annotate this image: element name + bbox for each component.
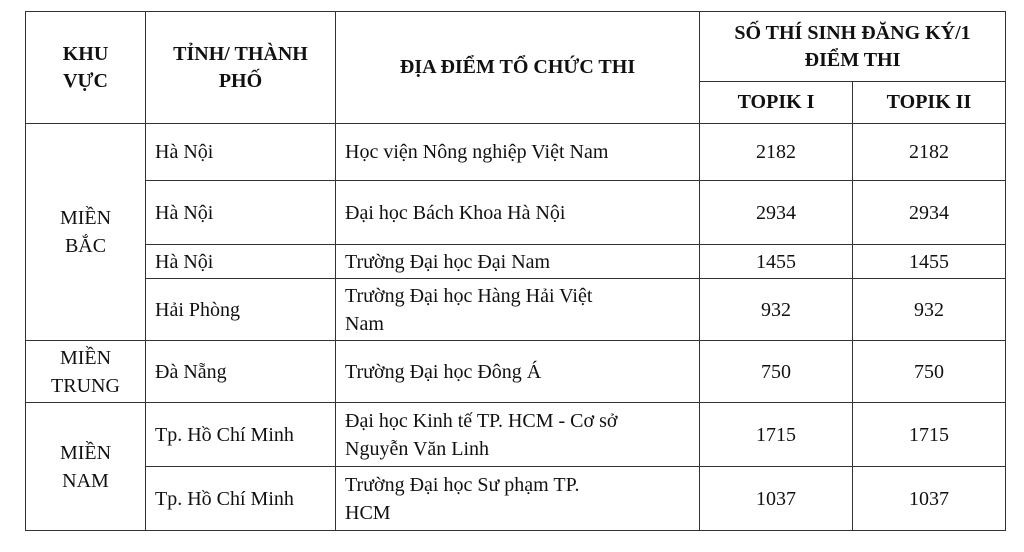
header-topik2: TOPIK II: [853, 82, 1006, 124]
province-cell: Hà Nội: [146, 124, 336, 181]
region-north: MIỀN BẮC: [26, 124, 146, 341]
exam-venue-table: [25, 11, 1006, 531]
venue-cell: Đại học Bách Khoa Hà Nội: [336, 181, 700, 245]
region-central: MIỀN TRUNG: [26, 341, 146, 403]
province-cell: Hà Nội: [146, 181, 336, 245]
topik1-count: 932: [700, 279, 853, 341]
topik1-count: 1715: [700, 403, 853, 467]
province-cell: Hà Nội: [146, 245, 336, 279]
topik2-count: 1037: [853, 467, 1006, 531]
header-registrants: SỐ THÍ SINH ĐĂNG KÝ/1 ĐIỂM THI: [700, 12, 1006, 82]
province-cell: Tp. Hồ Chí Minh: [146, 467, 336, 531]
region-south: MIỀN NAM: [26, 403, 146, 531]
table-row: [26, 403, 1006, 467]
province-cell: Tp. Hồ Chí Minh: [146, 403, 336, 467]
table-row: [26, 341, 1006, 403]
venue-cell: Trường Đại học Đông Á: [336, 341, 700, 403]
province-cell: Hải Phòng: [146, 279, 336, 341]
header-row: [26, 12, 1006, 82]
header-province: TỈNH/ THÀNH PHỐ: [146, 12, 336, 124]
venue-cell: Học viện Nông nghiệp Việt Nam: [336, 124, 700, 181]
venue-cell: Đại học Kinh tế TP. HCM - Cơ sở Nguyễn Văn Linh: [336, 403, 700, 467]
topik2-count: 932: [853, 279, 1006, 341]
topik2-count: 2934: [853, 181, 1006, 245]
venue-cell: Trường Đại học Sư phạm TP. HCM: [336, 467, 700, 531]
topik2-count: 750: [853, 341, 1006, 403]
header-topik1: TOPIK I: [700, 82, 853, 124]
table-row: [26, 181, 1006, 245]
topik1-count: 1455: [700, 245, 853, 279]
topik2-count: 1715: [853, 403, 1006, 467]
table-row: [26, 279, 1006, 341]
topik1-count: 750: [700, 341, 853, 403]
province-cell: Đà Nẵng: [146, 341, 336, 403]
venue-cell: Trường Đại học Hàng Hải Việt Nam: [336, 279, 700, 341]
table-row: [26, 124, 1006, 181]
header-venue: ĐỊA ĐIỂM TỔ CHỨC THI: [336, 12, 700, 124]
table-row: [26, 467, 1006, 531]
topik1-count: 2934: [700, 181, 853, 245]
topik2-count: 1455: [853, 245, 1006, 279]
table-row: [26, 245, 1006, 279]
venue-cell: Trường Đại học Đại Nam: [336, 245, 700, 279]
topik2-count: 2182: [853, 124, 1006, 181]
topik1-count: 1037: [700, 467, 853, 531]
topik1-count: 2182: [700, 124, 853, 181]
header-region: KHU VỰC: [26, 12, 146, 124]
